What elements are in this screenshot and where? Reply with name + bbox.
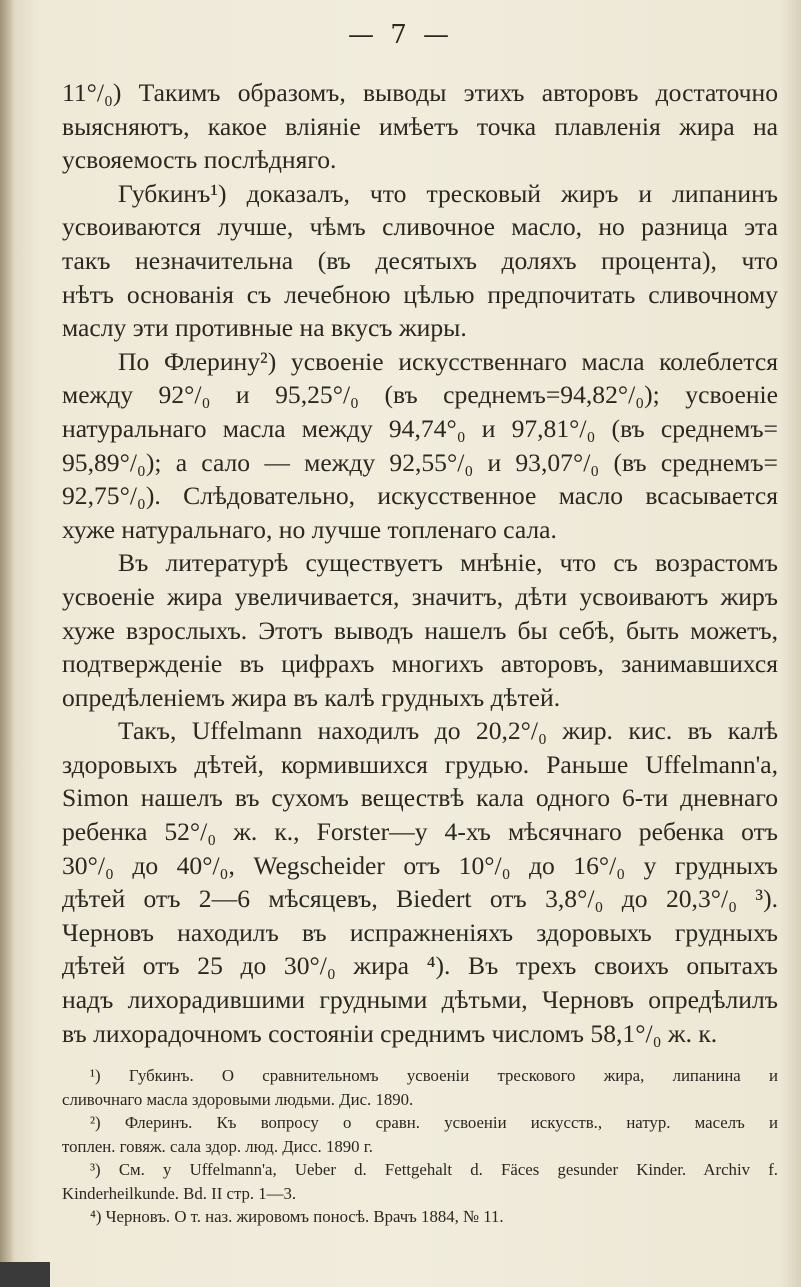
text-line: 95,89°/₀); а сало — между 92,55°/₀ и 93,07°/₀ (въ среднемъ=	[62, 447, 778, 477]
footnote-line: ¹) Губкинъ. О сравнительномъ усвоеніи трескового жира, липанина и	[90, 1066, 778, 1085]
text-line: опредѣленіемъ жира въ калѣ грудныхъ дѣтей.	[62, 682, 561, 712]
text-line: 11°/₀) Такимъ образомъ, выводы этихъ авторовъ достаточно	[62, 78, 778, 107]
footnote-line: Kinderheilkunde. Bd. II стр. 1—3.	[62, 1183, 297, 1203]
footnote-line: ³) См. у Uffelmann'а, Ueber d. Fettgehalt d. Fäces gesunder Kinder. Archiv f.	[90, 1160, 778, 1179]
body-text	[62, 76, 778, 1050]
text-line: подтвержденіе въ цифрахъ многихъ авторовъ, занимавшихся	[62, 649, 778, 679]
text-line: Губкинъ¹) доказалъ, что тресковый жиръ и липанинъ	[118, 178, 778, 208]
text-line: Въ литературѣ существуетъ мнѣніе, что съ возрастомъ	[118, 548, 778, 578]
text-line: здоровыхъ дѣтей, кормившихся грудью. Раньше Uffelmann'а,	[62, 749, 778, 779]
footnote-line: ²) Флеринъ. Къ вопросу о сравн. усвоеніи искусств., натур. маселъ и	[90, 1113, 778, 1132]
page-number: — 7 —	[347, 20, 454, 50]
footnotes	[62, 1064, 778, 1229]
text-line: нѣтъ основанія съ лечебною цѣлью предпочитать сливочному	[62, 279, 778, 309]
text-line: въ лихорадочномъ состояніи среднимъ числомъ 58,1°/₀ ж. к.	[62, 1018, 718, 1048]
text-line: дѣтей отъ 25 до 30°/₀ жира ⁴). Въ трехъ своихъ опытахъ	[62, 951, 778, 981]
text-line: усвоеніе жира увеличивается, значитъ, дѣти усвоиваютъ жиръ	[62, 581, 778, 611]
text-line: Simon нашелъ въ сухомъ веществѣ кала одного 6-ти дневнаго	[62, 783, 778, 813]
footnote-line: сливочнаго масла здоровыми людьми. Дис. 1890.	[62, 1089, 414, 1109]
footnote-line: ⁴) Черновъ. О т. наз. жировомъ поносѣ. Врачъ 1884, № 11.	[90, 1207, 504, 1226]
page-spine-shadow	[0, 0, 14, 1287]
text-line: хуже натуральнаго, но лучше топленаго сала.	[62, 514, 557, 544]
text-line: По Флерину²) усвоеніе искусственнаго масла колеблется	[118, 346, 778, 376]
text-line: 30°/₀ до 40°/₀, Wegscheider отъ 10°/₀ до 16°/₀ у грудныхъ	[62, 850, 778, 880]
footnote-line: топлен. говяж. сала здор. люд. Дисс. 1890 г.	[62, 1136, 373, 1156]
text-line: 92,75°/₀). Слѣдовательно, искусственное масло всасывается	[62, 481, 778, 511]
text-line: Черновъ находилъ въ испражненіяхъ здоровыхъ грудныхъ	[62, 917, 778, 947]
text-line: маслу эти противные на вкусъ жиры.	[62, 313, 467, 343]
text-line: хуже взрослыхъ. Этотъ выводъ нашелъ бы себѣ, быть можетъ,	[62, 615, 778, 645]
text-line: усвоиваются лучше, чѣмъ сливочное масло, но разница эта	[62, 212, 778, 242]
text-line: натуральнаго масла между 94,74°₀ и 97,81°/₀ (въ среднемъ=	[62, 413, 778, 443]
text-line: Такъ, Uffelmann находилъ до 20,2°/₀ жир. кис. въ калѣ	[118, 716, 778, 746]
text-line: между 92°/₀ и 95,25°/₀ (въ среднемъ=94,82°/₀); усвоеніе	[62, 380, 778, 410]
text-line: дѣтей отъ 2—6 мѣсяцевъ, Biedert отъ 3,8°/₀ до 20,3°/₀ ³).	[62, 884, 778, 914]
text-line: такъ незначительна (въ десятыхъ доляхъ процента), что	[62, 245, 778, 275]
scan-edge-mark	[0, 1262, 50, 1287]
text-line: усвояемость послѣдняго.	[62, 145, 337, 175]
text-line: ребенка 52°/₀ ж. к., Forster—у 4-хъ мѣсячнаго ребенка отъ	[62, 817, 778, 847]
text-line: выясняютъ, какое вліяніе имѣетъ точка плавленія жира на	[62, 111, 778, 141]
text-line: надъ лихорадившими грудными дѣтьми, Черновъ опредѣлилъ	[62, 985, 778, 1015]
